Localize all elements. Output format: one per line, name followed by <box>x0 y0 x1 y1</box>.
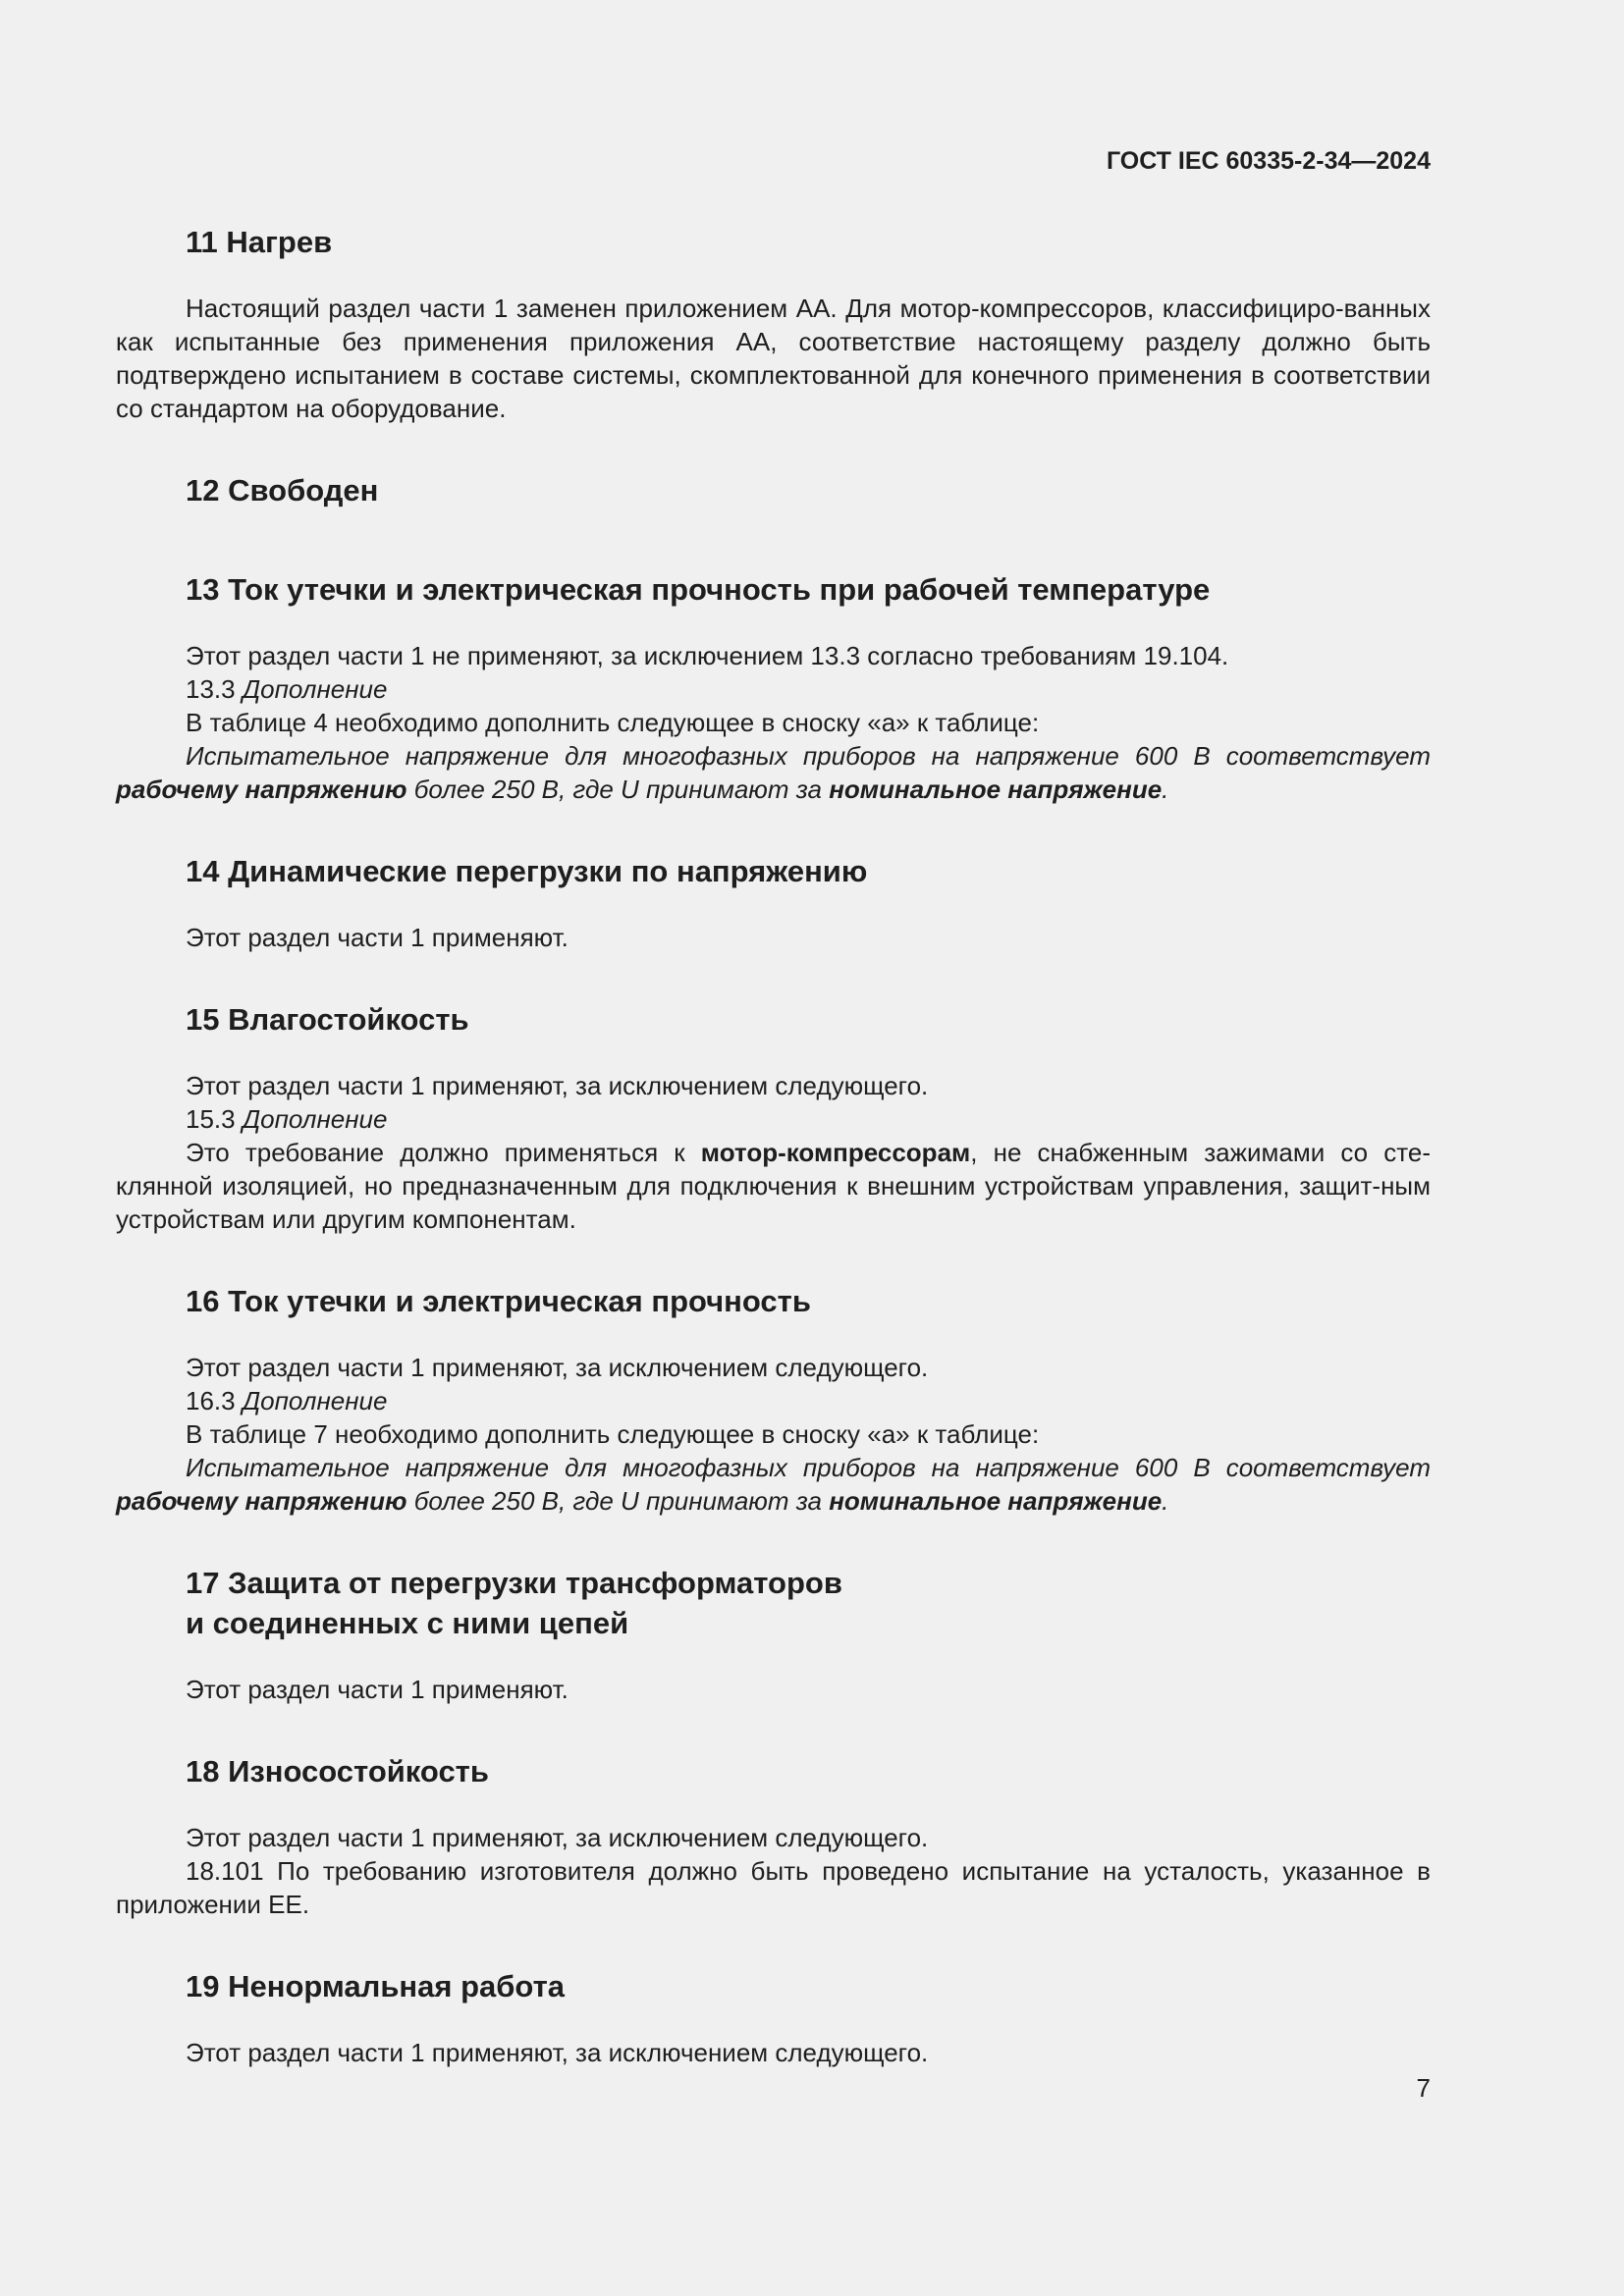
section-16-heading: 16 Ток утечки и электрическая прочность <box>186 1284 811 1318</box>
section-13-table-note: В таблице 4 необходимо дополнить следующее в сноску «а» к таблице: <box>186 708 1040 737</box>
section-16-paragraph: Этот раздел части 1 применяют, за исключением следующего. <box>186 1353 929 1382</box>
section-18-heading: 18 Износостойкость <box>186 1754 489 1789</box>
section-16-subclause: 16.3 Дополнение <box>186 1386 388 1415</box>
section-15-paragraph: Этот раздел части 1 применяют, за исключением следующего. <box>186 1071 929 1100</box>
section-17-paragraph: Этот раздел части 1 применяют. <box>186 1675 568 1704</box>
document-header: ГОСТ IEC 60335-2-34—2024 <box>1106 147 1431 175</box>
section-11-paragraph: Настоящий раздел части 1 заменен приложением АА. Для мотор-компрессоров, классифициро-ванных как испытанные без применения приложения АА, соответствие настоящему разделу должно быть подтверждено испытанием в составе системы, скомплектованной для конечного применения в соответствии со стандартом на оборудование. <box>116 294 1431 423</box>
section-14-paragraph: Этот раздел части 1 применяют. <box>186 923 568 952</box>
section-15-requirement: Это требование должно применяться к мотор-компрессорам, не снабженным зажимами со сте-клянной изоляцией, но предназначенным для подключения к внешним устройствам управления, защит-ным устройствам или другим компонентам. <box>116 1138 1432 1234</box>
section-14-heading: 14 Динамические перегрузки по напряжению <box>186 854 868 888</box>
section-11-heading: 11 Нагрев <box>186 225 333 259</box>
document-content <box>116 222 1431 2069</box>
section-12-heading: 12 Свободен <box>186 473 379 507</box>
section-13-subclause: 13.3 Дополнение <box>186 674 388 704</box>
section-18-clause-101: 18.101 По требованию изготовителя должно быть проведено испытание на усталость, указанное в приложении ЕЕ. <box>116 1856 1431 1919</box>
section-17-heading: 17 Защита от перегрузки трансформаторов и соединенных с ними цепей <box>186 1566 842 1640</box>
section-16-table-note: В таблице 7 необходимо дополнить следующее в сноску «а» к таблице: <box>186 1419 1040 1449</box>
section-13-paragraph: Этот раздел части 1 не применяют, за исключением 13.3 согласно требованиям 19.104. <box>186 641 1229 670</box>
section-18-paragraph: Этот раздел части 1 применяют, за исключением следующего. <box>186 1823 929 1852</box>
section-13-heading: 13 Ток утечки и электрическая прочность при рабочей температуре <box>186 572 1211 607</box>
section-15-heading: 15 Влагостойкость <box>186 1002 469 1037</box>
section-19-paragraph: Этот раздел части 1 применяют, за исключением следующего. <box>186 2038 929 2067</box>
section-13-test-voltage-note: Испытательное напряжение для многофазных приборов на напряжение 600 В соответствует рабочему напряжению более 250 В, где U принимают за номинальное напряжение. <box>116 741 1431 804</box>
section-16-test-voltage-note: Испытательное напряжение для многофазных приборов на напряжение 600 В соответствует рабочему напряжению более 250 В, где U принимают за номинальное напряжение. <box>116 1453 1431 1516</box>
section-15-subclause: 15.3 Дополнение <box>186 1104 388 1134</box>
section-19-heading: 19 Ненормальная работа <box>186 1969 566 2003</box>
page-number: 7 <box>1416 2073 1431 2103</box>
